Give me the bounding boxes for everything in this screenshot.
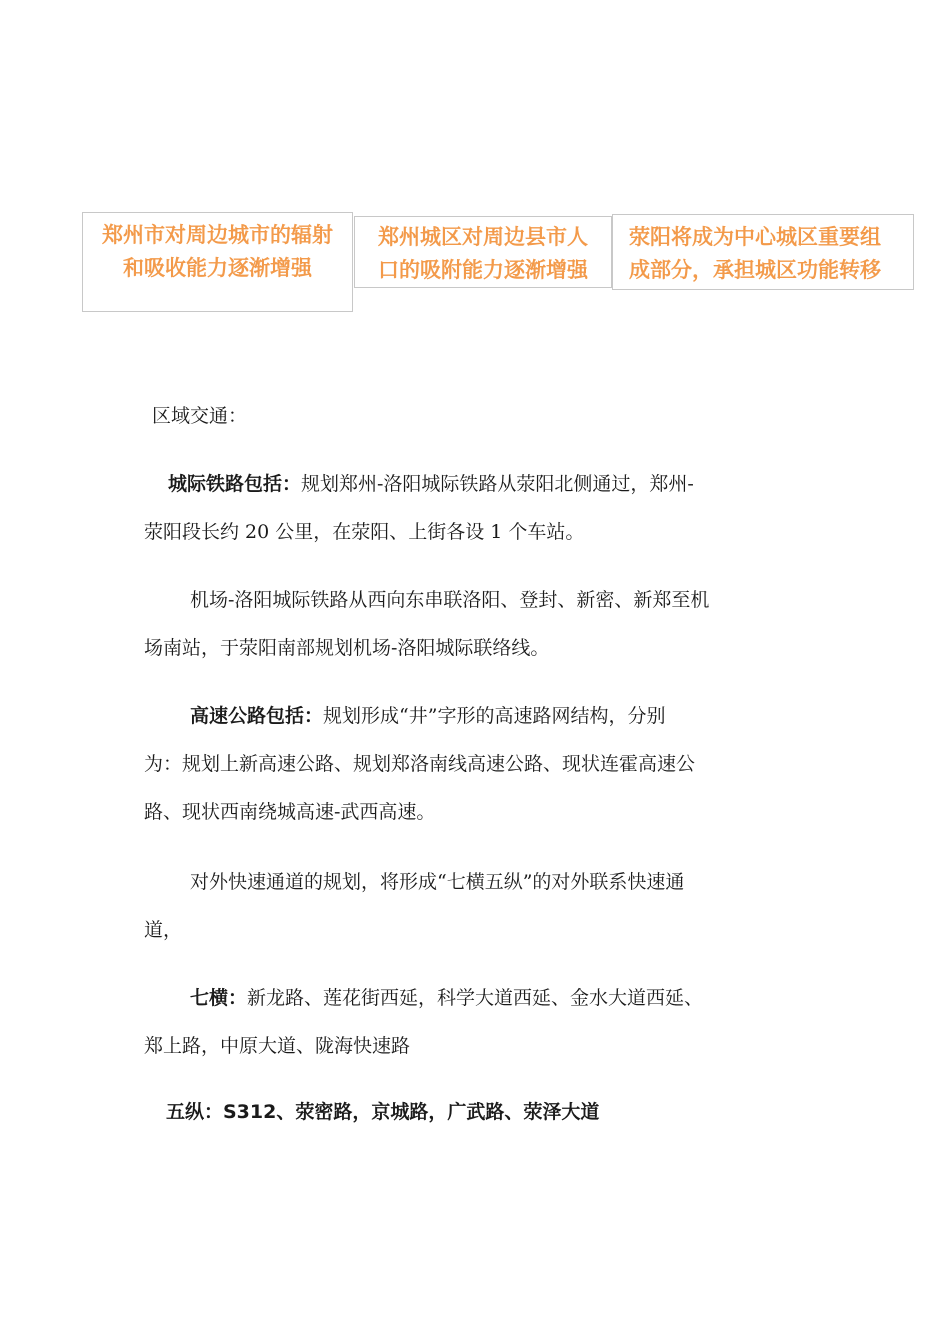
callout-line: 郑州市对周边城市的辐射 bbox=[102, 223, 333, 247]
express-text: 对外快速通道的规划，将形成“七横五纵”的对外联系快速通 bbox=[190, 871, 685, 893]
rail-text: 荥阳段长约 20 公里，在荥阳、上街各设 1 个车站。 bbox=[144, 521, 585, 543]
wuzong-text: 五纵：S312、荥密路，京城路，广武路、荥泽大道 bbox=[166, 1101, 600, 1123]
airport-text: 场南站，于荥阳南部规划机场-洛阳城际联络线。 bbox=[144, 637, 550, 659]
paragraph-intercity-rail bbox=[144, 460, 814, 556]
paragraph-highway bbox=[144, 692, 814, 836]
callout-line: 和吸收能力逐渐增强 bbox=[123, 256, 312, 280]
highway-label: 高速公路包括： bbox=[190, 705, 324, 727]
qiheng-label: 七横： bbox=[190, 987, 248, 1009]
callout-line: 口的吸附能力逐渐增强 bbox=[378, 258, 588, 282]
paragraph-qiheng bbox=[144, 974, 814, 1070]
qiheng-text: 郑上路，中原大道、陇海快速路 bbox=[144, 1035, 411, 1057]
express-text: 道， bbox=[144, 919, 183, 941]
callout-line: 成部分，承担城区功能转移 bbox=[629, 258, 881, 282]
highway-text: 为：规划上新高速公路、规划郑洛南线高速公路、现状连霍高速公 bbox=[144, 753, 696, 775]
airport-text: 机场-洛阳城际铁路从西向东串联洛阳、登封、新密、新郑至机 bbox=[190, 589, 710, 611]
callout-box-urban-attraction bbox=[354, 216, 612, 288]
rail-text: 规划郑州-洛阳城际铁路从荥阳北侧通过，郑州- bbox=[301, 473, 694, 495]
callout-line: 郑州城区对周边县市人 bbox=[378, 225, 588, 249]
rail-label: 城际铁路包括： bbox=[168, 473, 302, 495]
paragraph-wuzong bbox=[166, 1088, 836, 1136]
highway-text: 路、现状西南绕城高速-武西高速。 bbox=[144, 801, 436, 823]
highway-text: 规划形成“井”字形的高速路网结构，分别 bbox=[323, 705, 666, 727]
paragraph-express-channel bbox=[144, 858, 814, 954]
paragraph-airport-rail bbox=[144, 576, 814, 672]
callout-box-zhengzhou-radiation bbox=[82, 212, 353, 312]
qiheng-text: 新龙路、莲花街西延，科学大道西延、金水大道西延、 bbox=[247, 987, 704, 1009]
callout-box-xingyang-role bbox=[612, 214, 914, 290]
callout-line: 荥阳将成为中心城区重要组 bbox=[629, 225, 881, 249]
section-title: 区域交通： bbox=[152, 405, 248, 427]
